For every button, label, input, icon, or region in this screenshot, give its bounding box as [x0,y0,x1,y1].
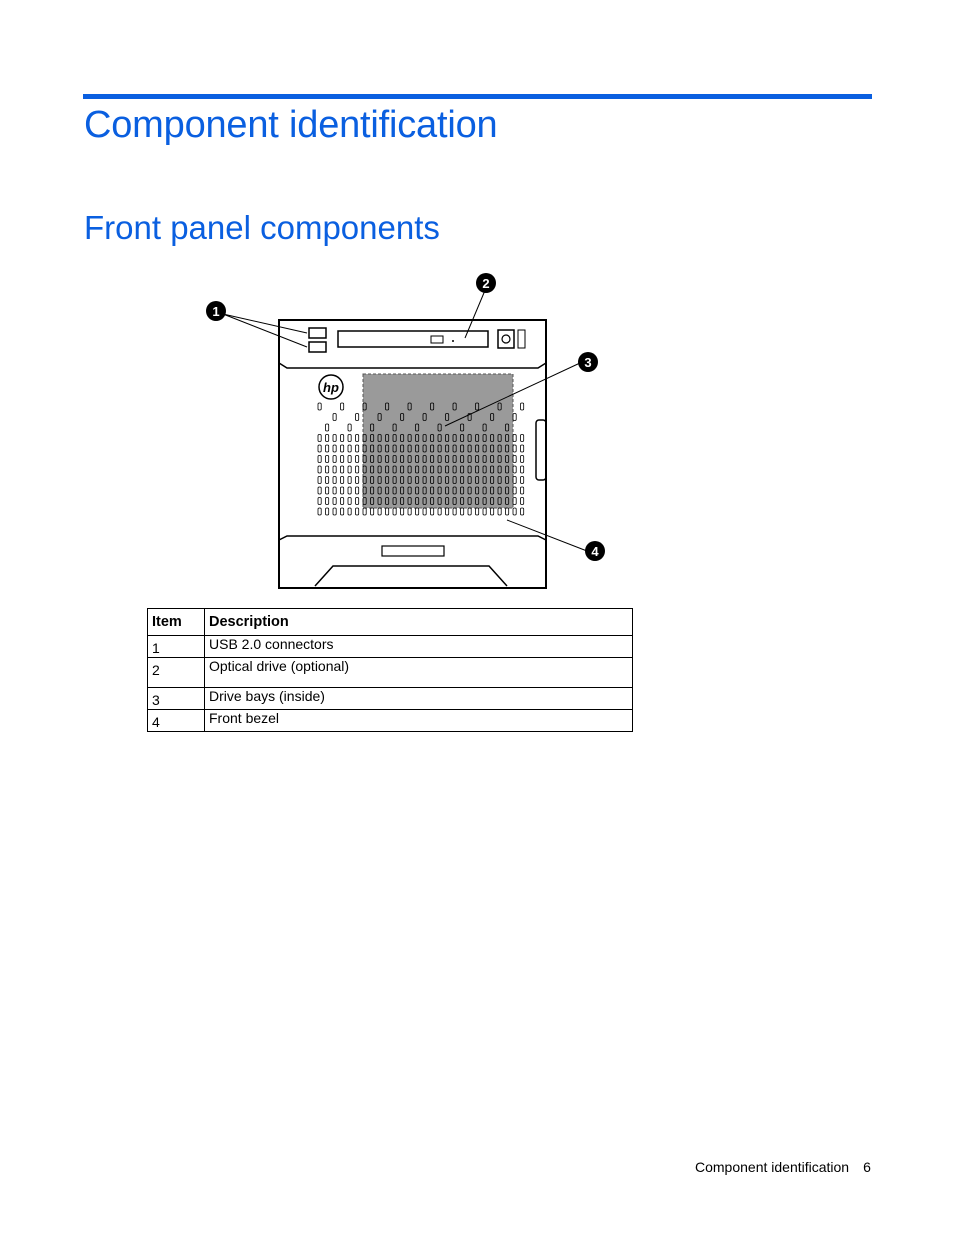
component-table [147,608,633,732]
heading-rule [83,94,872,99]
callout-4-label: 4 [591,544,599,559]
row-description: Front bezel [205,710,633,732]
callout-1 [206,301,226,321]
row-item: 4 [148,710,205,732]
table-row [148,658,633,688]
page-footer [695,1159,871,1175]
callout-3 [578,352,598,372]
section-title: Front panel components [84,209,440,246]
callout-4 [585,541,605,561]
table-header-row [148,609,633,636]
hp-logo-text: hp [323,380,339,395]
callout-3-label: 3 [584,355,592,370]
page-number: 6 [863,1159,871,1175]
header-item: Item [148,609,205,636]
table-row [148,710,633,732]
callout-2 [476,273,496,293]
optical-activity-led [452,340,454,342]
front-panel-figure [195,268,615,598]
row-item: 3 [148,688,205,710]
callout-2-label: 2 [482,276,490,291]
row-item: 1 [148,636,205,658]
table-row [148,636,633,658]
table-row [148,688,633,710]
chapter-title: Component identification [84,104,498,146]
header-description: Description [205,609,633,636]
footer-section: Component identification [695,1159,850,1175]
row-description: USB 2.0 connectors [205,636,633,658]
row-item: 2 [148,658,205,688]
row-description: Drive bays (inside) [205,688,633,710]
row-description: Optical drive (optional) [205,658,633,688]
callout-1-label: 1 [212,304,220,319]
